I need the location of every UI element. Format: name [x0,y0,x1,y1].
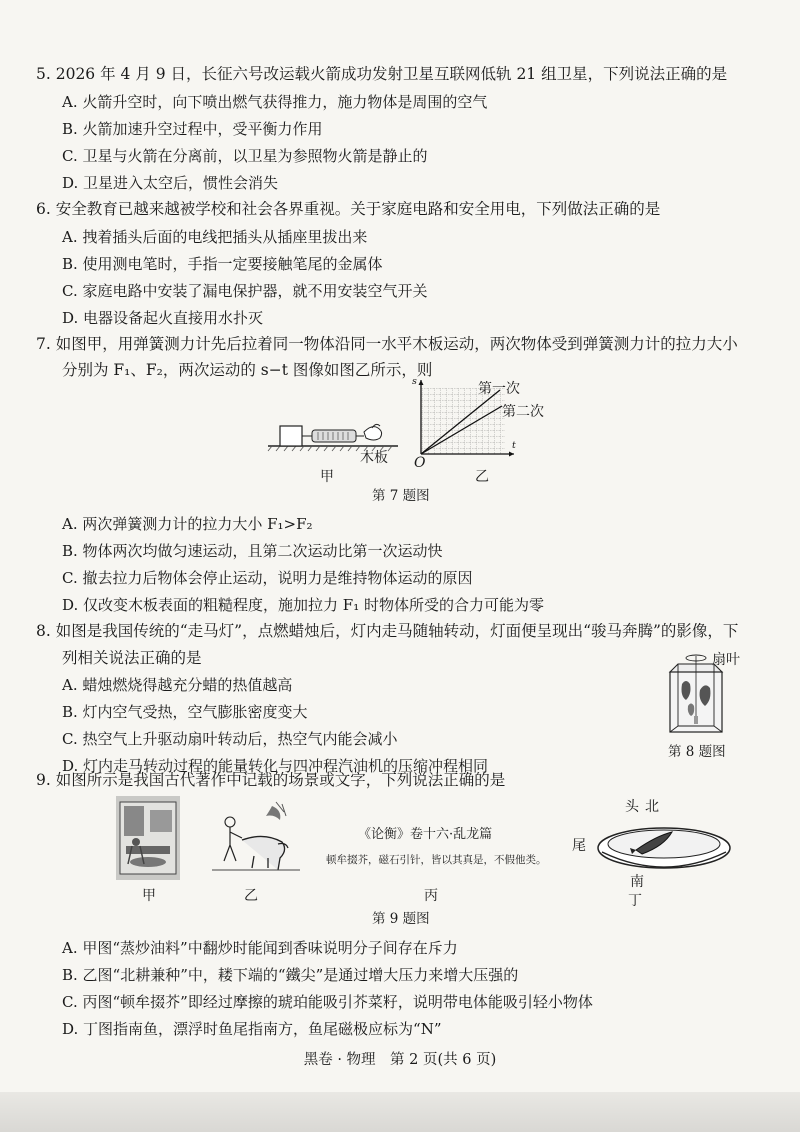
q7-label-a: 甲 [320,469,334,485]
q7-series-first-label: 第一次 [478,381,520,397]
q9-label-ding: 丁 [628,893,642,909]
q9-option-b: B. 乙图“北耕兼种”中，耧下端的“鐵尖”是通过增大压力来增大压强的 [62,966,519,984]
q9-option-a: A. 甲图“蒸炒油料”中翻炒时能闻到香味说明分子间存在斥力 [62,939,458,957]
q7-option-d: D. 仅改变木板表面的粗糙程度，施加拉力 F₁ 时物体所受的合力可能为零 [62,596,544,614]
q6-option-c: C. 家庭电路中安装了漏电保护器，就不用安装空气开关 [62,282,428,300]
q7-option-b: B. 物体两次均做匀速运动，且第二次运动比第一次运动快 [62,542,443,560]
q9-option-c: C. 丙图“顿牟掇芥”即经过摩擦的琥珀能吸引芥菜籽，说明带电体能吸引轻小物体 [62,993,593,1011]
q7-board-label: 木板 [360,450,388,466]
q6-stem: 6. 安全教育已越来越被学校和社会各界重视。关于家庭电路和安全用电，下列做法正确的是 [36,200,661,218]
q8-option-d: D. 灯内走马转动过程的能量转化与四冲程汽油机的压缩冲程相同 [62,757,489,775]
q9-book-text: 顿牟掇芥，磁石引针，皆以其真是，不假他类。 [326,854,547,866]
q9-compass-fish-figure [594,818,734,874]
q9-stem: 9. 如图所示是我国古代著作中记载的场景或文字，下列说法正确的是 [36,771,506,789]
q7-axis-t: t [512,440,516,451]
q5-option-b: B. 火箭加速升空过程中，受平衡力作用 [62,120,323,138]
page-footer: 黑卷 · 物理 第 2 页(共 6 页) [303,1052,497,1068]
q8-stem-line1: 8. 如图是我国传统的“走马灯”，点燃蜡烛后，灯内走马随轴转动，灯面便呈现出“骏马奔腾”的影像，下 [36,622,739,640]
q5-option-c: C. 卫星与火箭在分离前，以卫星为参照物火箭是静止的 [62,147,428,165]
q7-stem-line2: 分别为 F₁、F₂，两次运动的 s−t 图像如图乙所示，则 [62,361,433,379]
q9-compass-south-label: 南 [630,874,644,890]
q9-compass-head-label: 头 [625,799,639,815]
q9-figure-yi [212,800,300,876]
q9-label-bing: 丙 [424,888,438,904]
q6-option-a: A. 拽着插头后面的电线把插头从插座里拔出来 [62,228,368,246]
q8-caption: 第 8 题图 [668,744,726,760]
q7-option-a: A. 两次弹簧测力计的拉力大小 F₁>F₂ [62,515,313,533]
q5-option-a: A. 火箭升空时，向下喷出燃气获得推力，施力物体是周围的空气 [62,93,488,111]
scan-edge-strip [0,1092,800,1132]
q8-stem-line2: 列相关说法正确的是 [62,649,202,667]
q9-compass-tail-label: 尾 [572,838,586,854]
q5-option-d: D. 卫星进入太空后，惯性会消失 [62,174,279,192]
q9-option-d: D. 丁图指南鱼，漂浮时鱼尾指南方，鱼尾磁极应标为“N” [62,1020,442,1038]
q7-stem-line1: 7. 如图甲，用弹簧测力计先后拉着同一物体沿同一水平木板运动，两次物体受到弹簧测力计的拉力大小 [36,335,738,353]
q7-axis-s: s [412,376,417,387]
q7-caption: 第 7 题图 [372,488,430,504]
q9-label-yi: 乙 [244,888,258,904]
q8-fan-label: 扇叶 [712,652,740,668]
q7-origin: O [414,455,426,471]
q6-option-d: D. 电器设备起火直接用水扑灭 [62,309,264,327]
q9-label-jia: 甲 [142,888,156,904]
q9-compass-north-label: 北 [645,799,659,815]
q7-series-second-label: 第二次 [502,404,544,420]
q9-figure-jia [116,796,180,880]
q7-label-b: 乙 [475,469,489,485]
q5-stem: 5. 2026 年 4 月 9 日，长征六号改运载火箭成功发射卫星互联网低轨 21 组卫星，下列说法正确的是 [36,65,728,83]
q7-option-c: C. 撤去拉力后物体会停止运动，说明力是维持物体运动的原因 [62,569,473,587]
q6-option-b: B. 使用测电笔时，手指一定要接触笔尾的金属体 [62,255,383,273]
q9-book-title: 《论衡》卷十六·乱龙篇 [358,827,493,842]
q8-option-c: C. 热空气上升驱动扇叶转动后，热空气内能会减小 [62,730,398,748]
q8-option-a: A. 蜡烛燃烧得越充分蜡的热值越高 [62,676,293,694]
q8-option-b: B. 灯内空气受热，空气膨胀密度变大 [62,703,308,721]
q9-caption: 第 9 题图 [372,911,430,927]
